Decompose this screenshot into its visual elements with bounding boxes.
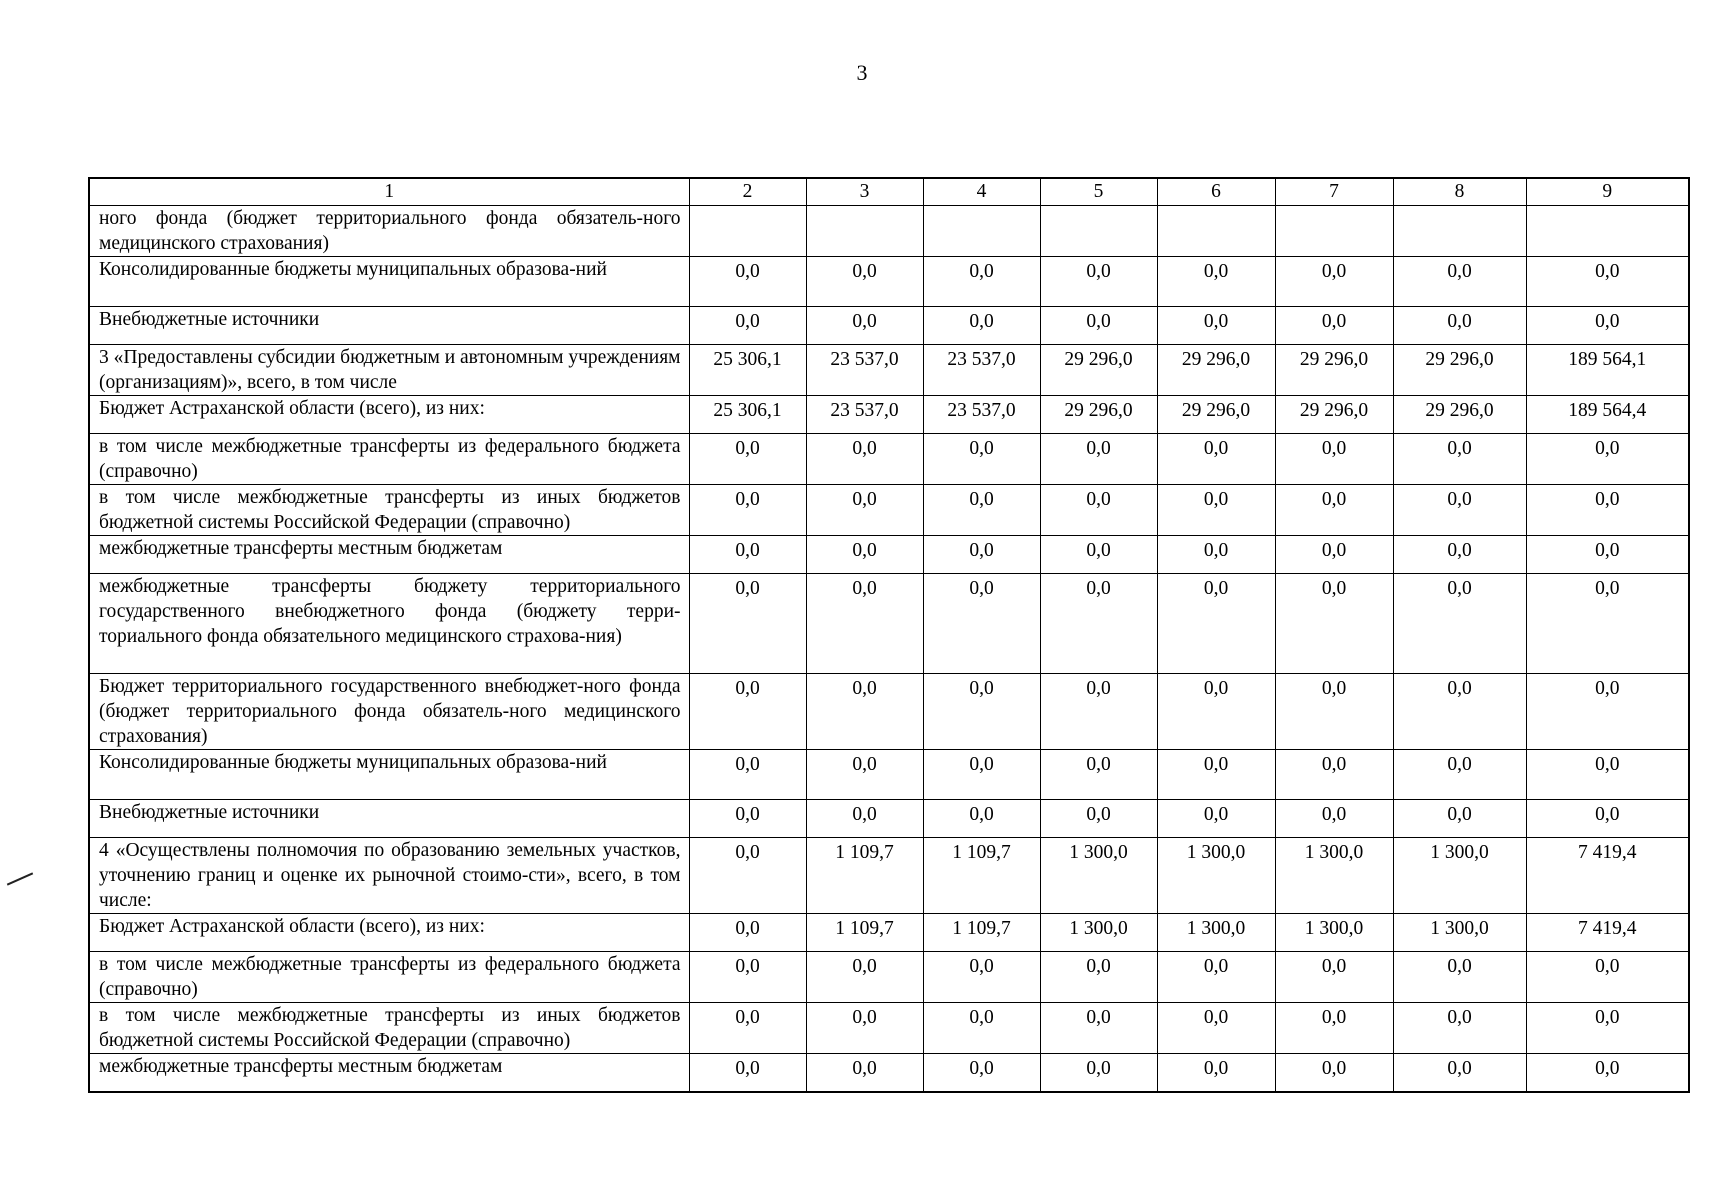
column-header: 5 [1040,178,1157,206]
value-cell: 23 537,0 [923,345,1040,396]
row-label: в том числе межбюджетные трансферты из иных бюджетов бюджетной системы Российской Федерации (справочно) [89,1003,689,1054]
value-cell: 0,0 [689,1003,806,1054]
value-cell: 1 300,0 [1040,838,1157,914]
value-cell: 0,0 [1040,1054,1157,1092]
value-cell: 0,0 [1526,434,1689,485]
value-cell: 0,0 [923,1003,1040,1054]
value-cell: 29 296,0 [1393,345,1526,396]
value-cell: 0,0 [689,1054,806,1092]
table-row [89,257,1689,307]
value-cell: 0,0 [1275,800,1393,838]
value-cell: 25 306,1 [689,396,806,434]
value-cell: 0,0 [1040,536,1157,574]
value-cell: 0,0 [923,800,1040,838]
value-cell: 1 109,7 [806,914,923,952]
value-cell: 1 300,0 [1040,914,1157,952]
column-header: 4 [923,178,1040,206]
value-cell: 0,0 [1157,1003,1275,1054]
value-cell: 1 300,0 [1393,838,1526,914]
value-cell [1393,206,1526,257]
value-cell: 0,0 [1393,1054,1526,1092]
value-cell: 0,0 [1040,800,1157,838]
value-cell [1157,206,1275,257]
table-row [89,434,1689,485]
column-header: 8 [1393,178,1526,206]
value-cell: 0,0 [1040,257,1157,307]
value-cell: 29 296,0 [1275,345,1393,396]
value-cell: 0,0 [923,952,1040,1003]
table-row [89,396,1689,434]
row-label: межбюджетные трансферты местным бюджетам [89,1054,689,1092]
value-cell: 1 300,0 [1275,838,1393,914]
value-cell: 0,0 [806,1003,923,1054]
column-header: 7 [1275,178,1393,206]
value-cell: 1 300,0 [1157,914,1275,952]
value-cell: 0,0 [1157,952,1275,1003]
value-cell: 0,0 [1157,307,1275,345]
value-cell: 0,0 [806,434,923,485]
row-label: ного фонда (бюджет территориального фонда обязатель-ного медицинского страхования) [89,206,689,257]
value-cell: 0,0 [1040,434,1157,485]
value-cell: 0,0 [689,914,806,952]
row-label: Бюджет Астраханской области (всего), из них: [89,914,689,952]
table-row [89,674,1689,750]
value-cell: 0,0 [1040,674,1157,750]
value-cell: 7 419,4 [1526,838,1689,914]
row-label: межбюджетные трансферты местным бюджетам [89,536,689,574]
value-cell: 0,0 [1526,1003,1689,1054]
value-cell: 0,0 [1526,952,1689,1003]
value-cell: 0,0 [806,485,923,536]
value-cell: 0,0 [1040,485,1157,536]
value-cell: 0,0 [1393,485,1526,536]
value-cell: 0,0 [806,952,923,1003]
table-header [89,178,1689,206]
table-row [89,574,1689,674]
value-cell: 0,0 [1275,536,1393,574]
column-header: 6 [1157,178,1275,206]
value-cell: 25 306,1 [689,345,806,396]
header-row [89,178,1689,206]
value-cell: 0,0 [1526,257,1689,307]
value-cell: 0,0 [1393,536,1526,574]
value-cell: 1 300,0 [1157,838,1275,914]
value-cell: 0,0 [1040,307,1157,345]
table-row [89,750,1689,800]
value-cell: 0,0 [1275,574,1393,674]
value-cell: 1 109,7 [923,838,1040,914]
table-row [89,307,1689,345]
value-cell: 29 296,0 [1040,345,1157,396]
value-cell: 0,0 [1526,800,1689,838]
column-header: 1 [89,178,689,206]
row-label: в том числе межбюджетные трансферты из федерального бюджета (справочно) [89,434,689,485]
row-label: 4 «Осуществлены полномочия по образованию земельных участков, уточнению границ и оценке их рыночной стоимо-сти», всего, в том числе: [89,838,689,914]
value-cell: 0,0 [1275,750,1393,800]
value-cell: 0,0 [923,574,1040,674]
value-cell: 0,0 [923,434,1040,485]
value-cell: 0,0 [1526,574,1689,674]
value-cell: 0,0 [1040,1003,1157,1054]
value-cell: 0,0 [1526,674,1689,750]
value-cell: 0,0 [1275,1054,1393,1092]
value-cell: 0,0 [1157,750,1275,800]
value-cell: 0,0 [1393,952,1526,1003]
column-header: 2 [689,178,806,206]
value-cell: 0,0 [1275,307,1393,345]
value-cell: 0,0 [1040,750,1157,800]
value-cell: 0,0 [1157,485,1275,536]
table-row [89,952,1689,1003]
value-cell: 0,0 [806,800,923,838]
value-cell: 0,0 [1526,536,1689,574]
value-cell: 1 300,0 [1275,914,1393,952]
value-cell: 0,0 [689,952,806,1003]
value-cell: 1 300,0 [1393,914,1526,952]
value-cell: 0,0 [689,574,806,674]
value-cell: 189 564,4 [1526,396,1689,434]
value-cell: 0,0 [806,1054,923,1092]
value-cell: 0,0 [1393,257,1526,307]
value-cell: 0,0 [1157,574,1275,674]
value-cell: 0,0 [1393,800,1526,838]
table-row [89,1003,1689,1054]
row-label: межбюджетные трансферты бюджету территориального государственного внебюджетного фонда (бюджету терри-ториального фонда обязательного медицинского страхова-ния) [89,574,689,674]
table-body [89,206,1689,1092]
value-cell: 0,0 [806,750,923,800]
table-row [89,206,1689,257]
value-cell: 0,0 [1526,1054,1689,1092]
value-cell: 0,0 [1157,1054,1275,1092]
value-cell: 0,0 [923,485,1040,536]
value-cell: 0,0 [806,536,923,574]
value-cell: 0,0 [923,1054,1040,1092]
value-cell: 0,0 [1157,434,1275,485]
value-cell: 1 109,7 [923,914,1040,952]
row-label: Бюджет территориального государственного внебюджет-ного фонда (бюджет территориального фонда обязатель-ного медицинского страхования) [89,674,689,750]
value-cell: 0,0 [806,674,923,750]
value-cell: 0,0 [1275,1003,1393,1054]
value-cell: 0,0 [923,750,1040,800]
value-cell: 29 296,0 [1157,345,1275,396]
value-cell: 0,0 [1275,485,1393,536]
value-cell: 0,0 [923,257,1040,307]
value-cell: 0,0 [1393,750,1526,800]
table-row [89,1054,1689,1092]
table-row [89,345,1689,396]
value-cell: 0,0 [1393,434,1526,485]
value-cell: 0,0 [1157,800,1275,838]
table-row [89,914,1689,952]
value-cell: 0,0 [1393,1003,1526,1054]
value-cell: 0,0 [1526,485,1689,536]
value-cell [1040,206,1157,257]
value-cell: 0,0 [689,257,806,307]
value-cell: 29 296,0 [1275,396,1393,434]
value-cell: 0,0 [689,307,806,345]
column-header: 9 [1526,178,1689,206]
row-label: Внебюджетные источники [89,800,689,838]
value-cell [1526,206,1689,257]
row-label: в том числе межбюджетные трансферты из федерального бюджета (справочно) [89,952,689,1003]
value-cell [806,206,923,257]
value-cell: 29 296,0 [1040,396,1157,434]
column-header: 3 [806,178,923,206]
value-cell: 0,0 [1275,952,1393,1003]
value-cell: 0,0 [689,674,806,750]
value-cell: 0,0 [806,307,923,345]
value-cell: 0,0 [1040,952,1157,1003]
value-cell: 189 564,1 [1526,345,1689,396]
row-label: Бюджет Астраханской области (всего), из них: [89,396,689,434]
value-cell: 0,0 [1157,536,1275,574]
value-cell: 0,0 [1393,574,1526,674]
value-cell: 0,0 [1157,257,1275,307]
value-cell: 0,0 [1526,307,1689,345]
table-row [89,838,1689,914]
value-cell: 23 537,0 [806,396,923,434]
value-cell: 0,0 [689,838,806,914]
row-label: Консолидированные бюджеты муниципальных образова-ний [89,257,689,307]
value-cell: 0,0 [1275,257,1393,307]
value-cell: 0,0 [689,485,806,536]
value-cell [689,206,806,257]
value-cell: 0,0 [923,536,1040,574]
value-cell: 0,0 [1393,674,1526,750]
table-row [89,536,1689,574]
value-cell: 0,0 [1157,674,1275,750]
value-cell: 23 537,0 [923,396,1040,434]
value-cell: 0,0 [806,257,923,307]
value-cell: 29 296,0 [1393,396,1526,434]
table-row [89,485,1689,536]
value-cell: 7 419,4 [1526,914,1689,952]
value-cell: 0,0 [806,574,923,674]
value-cell: 0,0 [1526,750,1689,800]
row-label: Консолидированные бюджеты муниципальных образова-ний [89,750,689,800]
value-cell: 1 109,7 [806,838,923,914]
value-cell: 0,0 [689,750,806,800]
budget-table [88,177,1690,1093]
value-cell: 0,0 [1040,574,1157,674]
row-label: Внебюджетные источники [89,307,689,345]
row-label: в том числе межбюджетные трансферты из иных бюджетов бюджетной системы Российской Федерации (справочно) [89,485,689,536]
row-label: 3 «Предоставлены субсидии бюджетным и автономным учреждениям (организациям)», всего, в том числе [89,345,689,396]
scan-mark [7,872,33,885]
value-cell: 0,0 [689,536,806,574]
value-cell: 29 296,0 [1157,396,1275,434]
value-cell: 0,0 [1275,434,1393,485]
value-cell: 0,0 [1275,674,1393,750]
value-cell: 0,0 [1393,307,1526,345]
table-row [89,800,1689,838]
value-cell: 0,0 [689,800,806,838]
page-number: 3 [856,60,868,85]
value-cell: 0,0 [923,307,1040,345]
value-cell [1275,206,1393,257]
value-cell: 0,0 [689,434,806,485]
value-cell [923,206,1040,257]
value-cell: 23 537,0 [806,345,923,396]
value-cell: 0,0 [923,674,1040,750]
